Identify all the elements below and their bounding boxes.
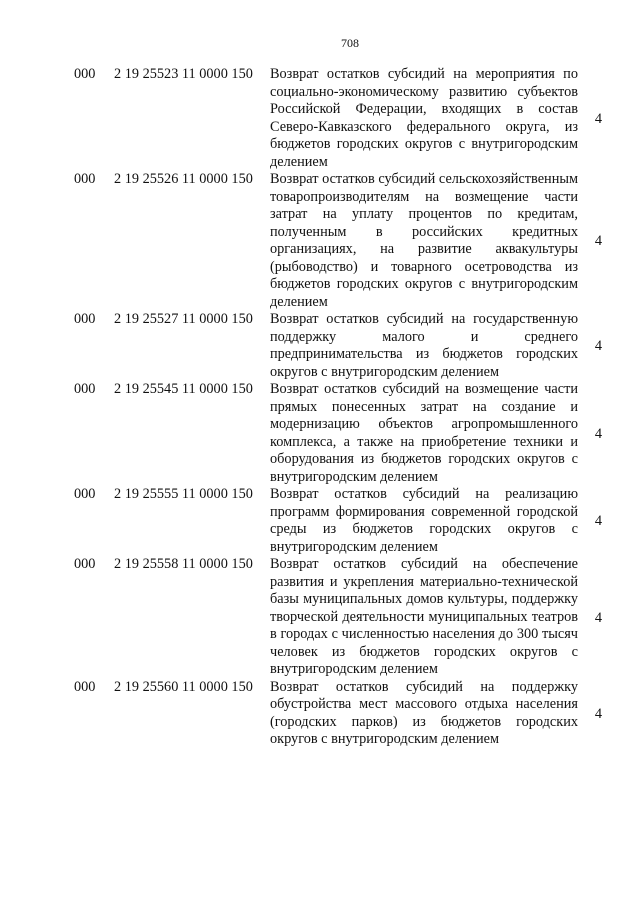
table-row [74, 66, 614, 171]
kbk-code: 2 19 25545 11 0000 150 [114, 381, 253, 397]
column-4-value: 4 [594, 705, 602, 722]
admin-code: 000 [74, 171, 96, 187]
kbk-code: 2 19 25558 11 0000 150 [114, 556, 253, 572]
income-name: Возврат остатков субсидий сельскохозяйственным товаропроизводителям на возмещение части затрат на уплату процентов по кредитам, полученным в российских кредитных организациях, на развитие аквакультуры (рыбоводство) и товарного осетроводства из бюджетов городских округов с внутригородским делением [270, 171, 578, 310]
kbk-code: 2 19 25560 11 0000 150 [114, 678, 253, 695]
table-row [74, 381, 614, 486]
kbk-code: 2 19 25555 11 0000 150 [114, 486, 253, 502]
admin-code: 000 [74, 556, 96, 572]
column-4-value: 4 [594, 110, 602, 127]
page-number: 708 [341, 36, 359, 50]
table-row [74, 486, 614, 556]
income-name: Возврат остатков субсидий на возмещение части прямых понесенных затрат на создание и модернизацию объектов агропромышленного комплекса, а также на приобретение техники и оборудования из бюджетов городских округов с внутригородским делением [270, 381, 578, 485]
kbk-code: 2 19 25523 11 0000 150 [114, 66, 253, 82]
admin-code: 000 [74, 311, 96, 327]
income-name: Возврат остатков субсидий на обеспечение развития и укрепления материально-технической базы муниципальных домов культуры, поддержку творческой деятельности муниципальных театров в городах с численностью населения до 300 тысяч человек из бюджетов городских округов с внутригородским делением [270, 556, 578, 677]
kbk-code: 2 19 25526 11 0000 150 [114, 171, 253, 187]
kbk-code: 2 19 25527 11 0000 150 [114, 311, 253, 327]
income-name: Возврат остатков субсидий на реализацию программ формирования современной городской среды из бюджетов городских округов с внутригородским делением [270, 486, 578, 555]
column-4-value: 4 [594, 338, 602, 355]
table-row [74, 556, 614, 679]
table-row [74, 311, 614, 381]
admin-code: 000 [74, 486, 96, 502]
income-name: Возврат остатков субсидий на государственную поддержку малого и среднего предпринимательства из бюджетов городских округов с внутригородским делением [270, 311, 578, 380]
budget-code-table [74, 66, 614, 749]
admin-code: 000 [74, 381, 96, 397]
income-name: Возврат остатков субсидий на мероприятия по социально-экономическому развитию субъектов Российской Федерации, входящих в состав Северо-Кавказского федерального округа, из бюджетов городских округов с внутригородским делением [270, 66, 578, 170]
column-4-value: 4 [594, 233, 602, 250]
table-row [74, 171, 614, 311]
column-4-value: 4 [594, 513, 602, 530]
table-row [74, 679, 614, 749]
admin-code: 000 [74, 678, 96, 695]
income-name: Возврат остатков субсидий на поддержку обустройства мест массового отдыха населения (городских парков) из бюджетов городских округов с внутригородским делением [270, 678, 578, 747]
admin-code: 000 [74, 66, 96, 82]
column-4-value: 4 [594, 609, 602, 626]
column-4-value: 4 [594, 425, 602, 442]
